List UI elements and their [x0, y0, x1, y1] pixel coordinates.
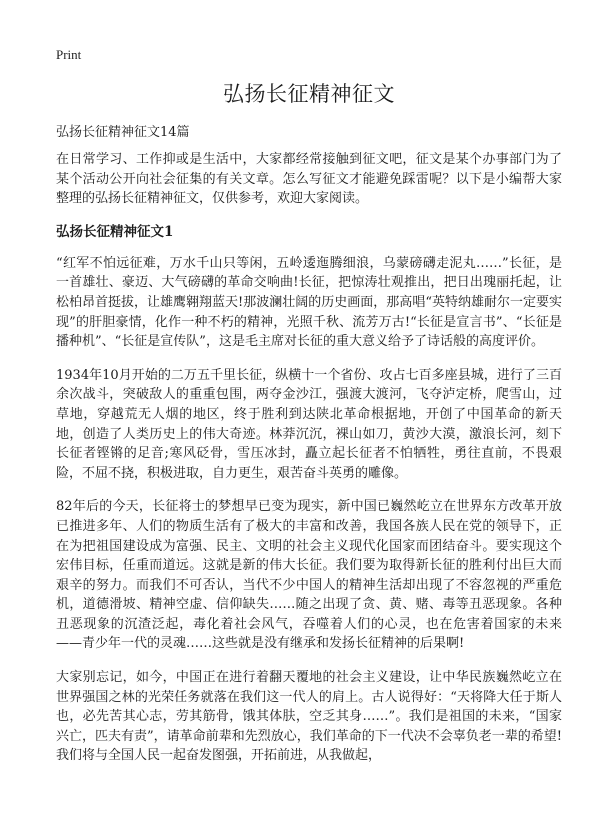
body-paragraph: “红军不怕远征难，万水千山只等闲，五岭逶迤腾细浪，乌蒙磅礴走泥丸……”长征，是一首雄壮、豪迈、大气磅礴的革命交响曲!长征，把惊涛壮观推出，把日出瑰丽托起，让松柏昂首挺拔，让雄鹰翱翔蓝天!那波澜壮阔的历史画面，那高唱“英特纳雄耐尔一定要实现”的肝胆豪情，化作一种不朽的精神，光照千秋、流芳万古!“长征是宣言书”、“长征是播种机”、“长征是宣传队”，这是毛主席对长征的重大意义给予了诗话般的高度评价。 [56, 255, 562, 350]
document-body [56, 150, 562, 780]
body-paragraph: 大家别忘记，如今，中国正在进行着翻天覆地的社会主义建设，让中华民族巍然屹立在世界强国之林的光荣任务就落在我们这一代人的肩上。古人说得好：“天将降大任于斯人也，必先苦其心志，劳其筋骨，饿其体肤，空乏其身……”。我们是祖国的未来，“国家兴亡，匹夫有责”，请革命前辈和先烈放心，我们革命的下一代决不会辜负老一辈的希望!我们将与全国人民一起奋发图强，开拓前进，从我做起， [56, 670, 562, 764]
print-link[interactable]: Print [56, 47, 82, 62]
body-paragraph: 82年后的今天，长征将士的梦想早已变为现实，新中国已巍然屹立在世界东方改革开放已推进多年、人们的物质生活有了极大的丰富和改善，我国各族人民在党的领导下，正在为把祖国建设成为富强、民主、文明的社会主义现代化国家而团结奋斗。要实现这个宏伟目标，任重而道远。这就是新的伟大长征。我们要为取得新长征的胜利付出巨大而艰辛的努力。而我们不可否认，当代不少中国人的精神生活却出现了不容忽视的严重危机，道德滑坡、精神空虚、信仰缺失……随之出现了贪、黄、赌、毒等丑恶现象。各种丑恶现象的沉渣泛起，毒化着社会风气，吞噬着人们的心灵，也在危害着国家的未来——青少年一代的灵魂……这些就是没有继承和发扬长征精神的后果啊! [56, 499, 562, 652]
section-heading: 弘扬长征精神征文1 [56, 223, 174, 240]
intro-paragraph: 在日常学习、工作抑或是生活中，大家都经常接触到征文吧，征文是某个办事部门为了某个活动公开向社会征集的有关文章。怎么写征文才能避免踩雷呢？以下是小编帮大家整理的弘扬长征精神征文，仅供参考，欢迎大家阅读。 [56, 152, 562, 207]
page-title: 弘扬长征精神征文 [223, 82, 395, 106]
body-paragraph: 1934年10月开始的二万五千里长征，纵横十一个省份、攻占七百多座县城，进行了三百余次战斗，突破敌人的重重包围，两夺金沙江，强渡大渡河，飞夺泸定桥，爬雪山，过草地，穿越荒无人烟的地区，终于胜利到达陕北革命根据地，开创了中国革命的新天地，创造了人类历史上的伟大奇迹。林莽沉沉，裸山如刀，黄沙大漠，激浪长河，刻下长征者铿锵的足音;寒风砭骨，雪压冰封，矗立起长征者不怕牺牲，勇往直前，不畏艰险，不屈不挠，积极进取，自力更生，艰苦奋斗英勇的雕像。 [56, 367, 562, 481]
document-subtitle: 弘扬长征精神征文14篇 [56, 125, 190, 140]
